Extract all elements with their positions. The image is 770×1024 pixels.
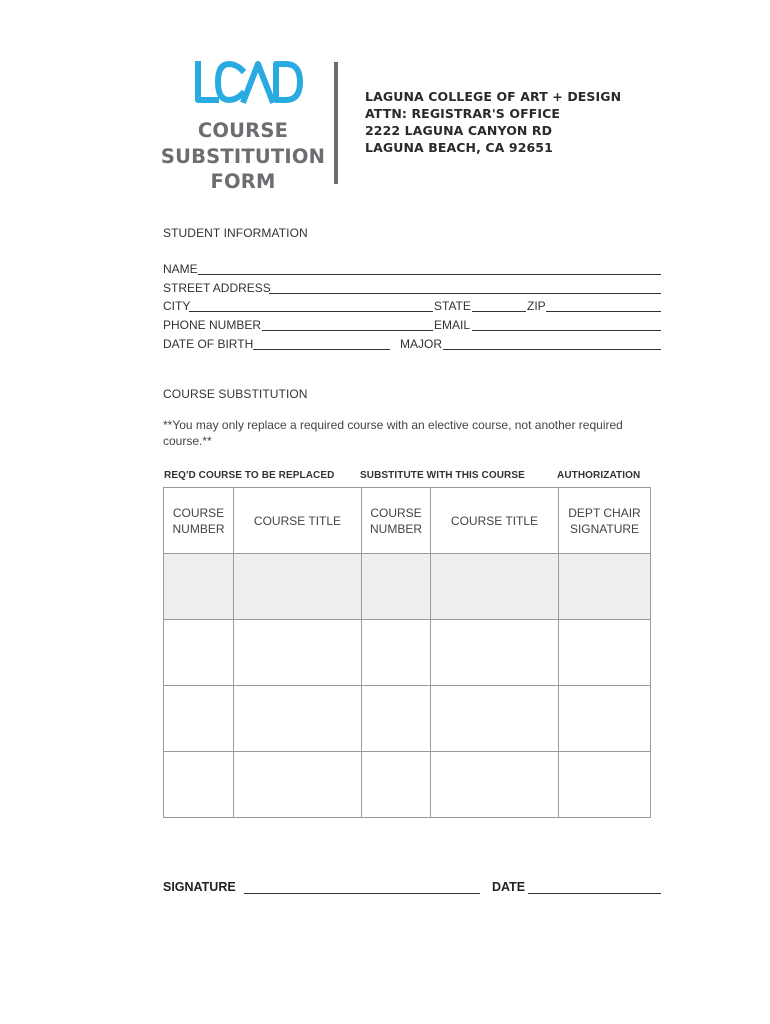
col-header-text: COURSE TITLE <box>450 513 539 528</box>
city-label: CITY <box>163 299 191 313</box>
date-field[interactable] <box>528 893 661 894</box>
table-row <box>164 620 651 686</box>
phone-label: PHONE NUMBER <box>163 318 262 332</box>
address-line-4: LAGUNA BEACH, CA 92651 <box>365 140 553 155</box>
table-cell[interactable] <box>362 620 431 686</box>
col-header-text: DEPT CHAIR SIGNATURE <box>568 505 641 536</box>
table-row <box>164 554 651 620</box>
col-header-text: COURSE NUMBER <box>172 505 225 536</box>
col-header-sub-course-title <box>431 488 559 554</box>
state-field[interactable] <box>472 311 526 312</box>
table-cell[interactable] <box>559 752 651 818</box>
form-title-line-1: COURSE <box>197 119 289 142</box>
major-field[interactable] <box>443 349 661 350</box>
col-header-text: COURSE TITLE <box>253 513 342 528</box>
address-line-2: ATTN: REGISTRAR'S OFFICE <box>365 106 561 121</box>
col-header-course-number <box>164 488 234 554</box>
col-header-dept-chair-signature <box>559 488 651 554</box>
table-cell[interactable] <box>234 620 362 686</box>
state-label: STATE <box>434 299 471 313</box>
table-cell[interactable] <box>431 686 559 752</box>
table-cell[interactable] <box>164 752 234 818</box>
major-label: MAJOR <box>400 337 442 351</box>
signature-field[interactable] <box>244 893 480 894</box>
group-header-replaced: REQ'D COURSE TO BE REPLACED <box>164 470 335 481</box>
street-address-field[interactable] <box>269 293 661 294</box>
form-title <box>160 118 326 195</box>
table-cell[interactable] <box>431 752 559 818</box>
table-cell[interactable] <box>164 554 234 620</box>
col-header-sub-course-number <box>362 488 431 554</box>
table-cell[interactable] <box>559 620 651 686</box>
dob-label: DATE OF BIRTH <box>163 337 254 351</box>
email-field[interactable] <box>472 330 661 331</box>
city-field[interactable] <box>189 311 433 312</box>
table-cell[interactable] <box>234 686 362 752</box>
course-substitution-heading: COURSE SUBSTITUTION <box>163 387 308 401</box>
table-cell[interactable] <box>362 752 431 818</box>
form-title-line-3: FORM <box>210 170 276 193</box>
date-label: DATE <box>492 880 526 894</box>
col-header-text: COURSE NUMBER <box>369 505 422 536</box>
group-header-authorization: AUTHORIZATION <box>557 470 641 481</box>
table-cell[interactable] <box>431 620 559 686</box>
name-field[interactable] <box>198 274 661 275</box>
table-cell[interactable] <box>431 554 559 620</box>
table-cell[interactable] <box>559 554 651 620</box>
zip-field[interactable] <box>546 311 661 312</box>
street-address-label: STREET ADDRESS <box>163 281 271 295</box>
table-cell[interactable] <box>234 554 362 620</box>
table-cell[interactable] <box>164 620 234 686</box>
table-header-row <box>164 488 651 554</box>
address-line-3: 2222 LAGUNA CANYON RD <box>365 123 553 138</box>
name-label: NAME <box>163 262 198 276</box>
phone-field[interactable] <box>262 330 433 331</box>
dob-field[interactable] <box>253 349 390 350</box>
table-row <box>164 752 651 818</box>
address-line-1: LAGUNA COLLEGE OF ART + DESIGN <box>365 89 622 104</box>
lcad-logo <box>192 60 304 106</box>
table-cell[interactable] <box>362 554 431 620</box>
table-row <box>164 686 651 752</box>
col-header-course-title <box>234 488 362 554</box>
course-substitution-table <box>163 487 651 818</box>
zip-label: ZIP <box>527 299 546 313</box>
table-cell[interactable] <box>164 686 234 752</box>
email-label: EMAIL <box>434 318 471 332</box>
signature-label: SIGNATURE <box>163 880 236 894</box>
mailing-address <box>365 88 621 156</box>
student-info-heading: STUDENT INFORMATION <box>163 226 308 240</box>
table-cell[interactable] <box>362 686 431 752</box>
group-header-substitute: SUBSTITUTE WITH THIS COURSE <box>360 470 525 481</box>
form-title-line-2: SUBSTITUTION <box>160 144 326 168</box>
header-divider <box>334 62 338 184</box>
table-cell[interactable] <box>234 752 362 818</box>
table-cell[interactable] <box>559 686 651 752</box>
substitution-note: **You may only replace a required course with an elective course, not another required course.** <box>163 418 623 448</box>
